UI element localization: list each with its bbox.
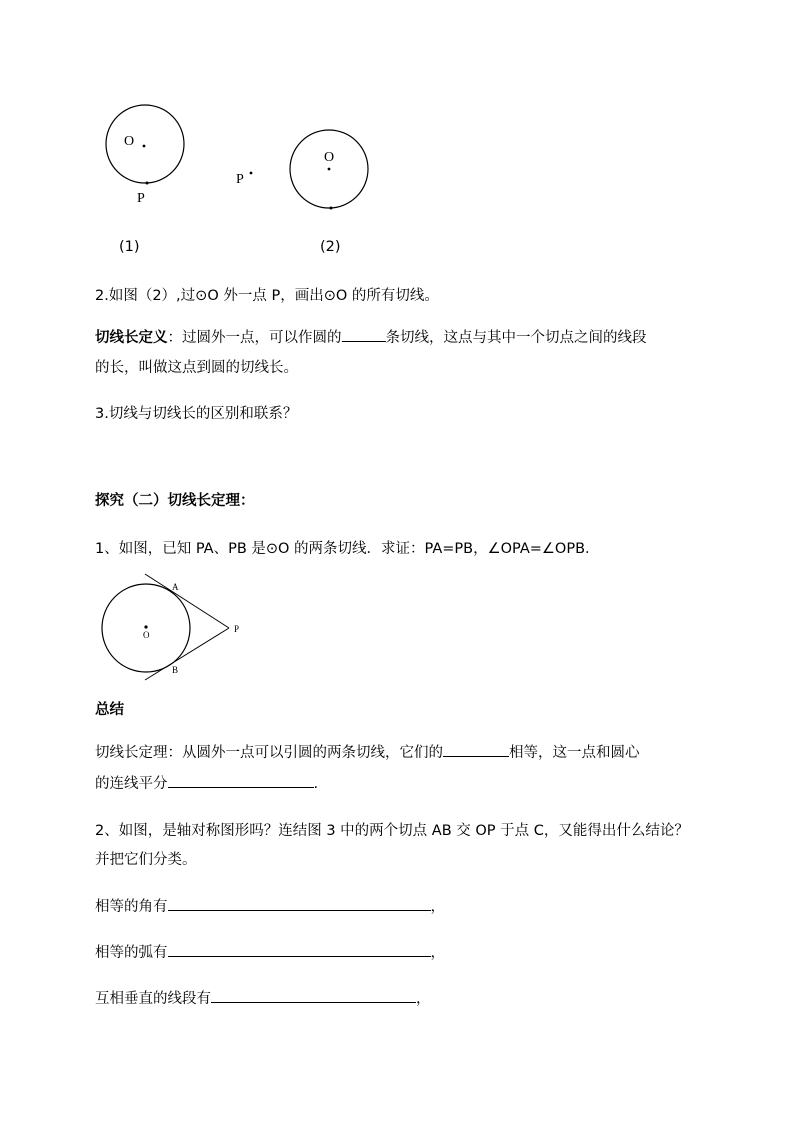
problem-1: 1、如图，已知 PA、PB 是⊙O 的两条切线．求证：PA=PB，∠OPA=∠OPB． [95, 541, 600, 557]
theorem-blank-1[interactable] [443, 741, 509, 757]
theorem-part-1: 切线长定理：从圆外一点可以引圆的两条切线，它们的 [95, 745, 443, 761]
tangent-length-theorem [95, 739, 640, 767]
problem-2-line-1: 2、如图，是轴对称图形吗？连结图 3 中的两个切点 AB 交 OP 于点 C，又能得出什么结论？ [95, 823, 689, 839]
point-p-label: P [234, 624, 240, 634]
fill-perpendicular [95, 987, 431, 1008]
summary-title: 总结 [95, 702, 124, 718]
theorem-line-2-start: 的连线平分 [95, 776, 168, 792]
point-o-label: O [143, 630, 150, 640]
definition-part-1: ：过圆外一点，可以作圆的 [167, 330, 342, 346]
figure-2-point-dot [250, 172, 253, 175]
equal-arcs-label: 相等的弧有 [95, 945, 168, 961]
fill-equal-angles [95, 895, 445, 916]
fill-equal-arcs [95, 941, 445, 962]
section-2-title: 探究（二）切线长定理： [95, 493, 255, 509]
tangent-line-pa [145, 574, 229, 628]
perpendicular-label: 互相垂直的线段有 [95, 991, 211, 1007]
equal-angles-blank[interactable] [168, 895, 431, 911]
tangent-line-pb [145, 628, 229, 680]
figure-2-point-label: P [236, 172, 244, 187]
theorem-part-2: 相等，这一点和圆心 [509, 745, 640, 761]
question-2: 2.如图（2）,过⊙O 外一点 P，画出⊙O 的所有切线。 [95, 288, 439, 304]
theorem-line-2-end: . [313, 776, 319, 792]
figure-2 [230, 125, 380, 225]
center-dot [144, 625, 147, 628]
question-3: 3.切线与切线长的区别和联系？ [95, 406, 298, 422]
equal-angles-label: 相等的角有 [95, 899, 168, 915]
figure-1-point-dot [146, 182, 149, 185]
figure-1-caption: (1) [119, 239, 140, 255]
figure-1 [95, 104, 205, 214]
definition-blank[interactable] [342, 326, 386, 342]
figure-2-caption: (2) [320, 239, 341, 255]
point-b-label: B [172, 665, 179, 675]
figure-1-point-label: P [137, 191, 145, 206]
definition-label: 切线长定义 [95, 330, 168, 346]
figure-2-center-dot [328, 168, 331, 171]
equal-arcs-end: ， [430, 945, 445, 961]
equal-angles-end: ， [430, 899, 445, 915]
figure-1-circle [106, 105, 184, 183]
perpendicular-blank[interactable] [211, 987, 416, 1003]
figure-2-center-label: O [324, 150, 335, 165]
perpendicular-end: ， [416, 991, 431, 1007]
theorem-blank-2[interactable] [168, 772, 314, 788]
figure-1-center-label: O [124, 134, 135, 149]
figure-1-center-dot [143, 145, 146, 148]
point-a-label: A [172, 582, 179, 592]
definition-line-2: 的长，叫做这点到圆的切线长。 [95, 360, 298, 376]
figure-2-tangent-point [330, 207, 333, 210]
figure-3 [95, 572, 255, 687]
equal-arcs-blank[interactable] [168, 941, 431, 957]
definition-part-2: 条切线，这点与其中一个切点之间的线段 [385, 330, 647, 346]
tangent-length-definition [95, 324, 647, 352]
theorem-line-2 [95, 770, 318, 798]
problem-2-line-2: 并把它们分类。 [95, 852, 197, 868]
